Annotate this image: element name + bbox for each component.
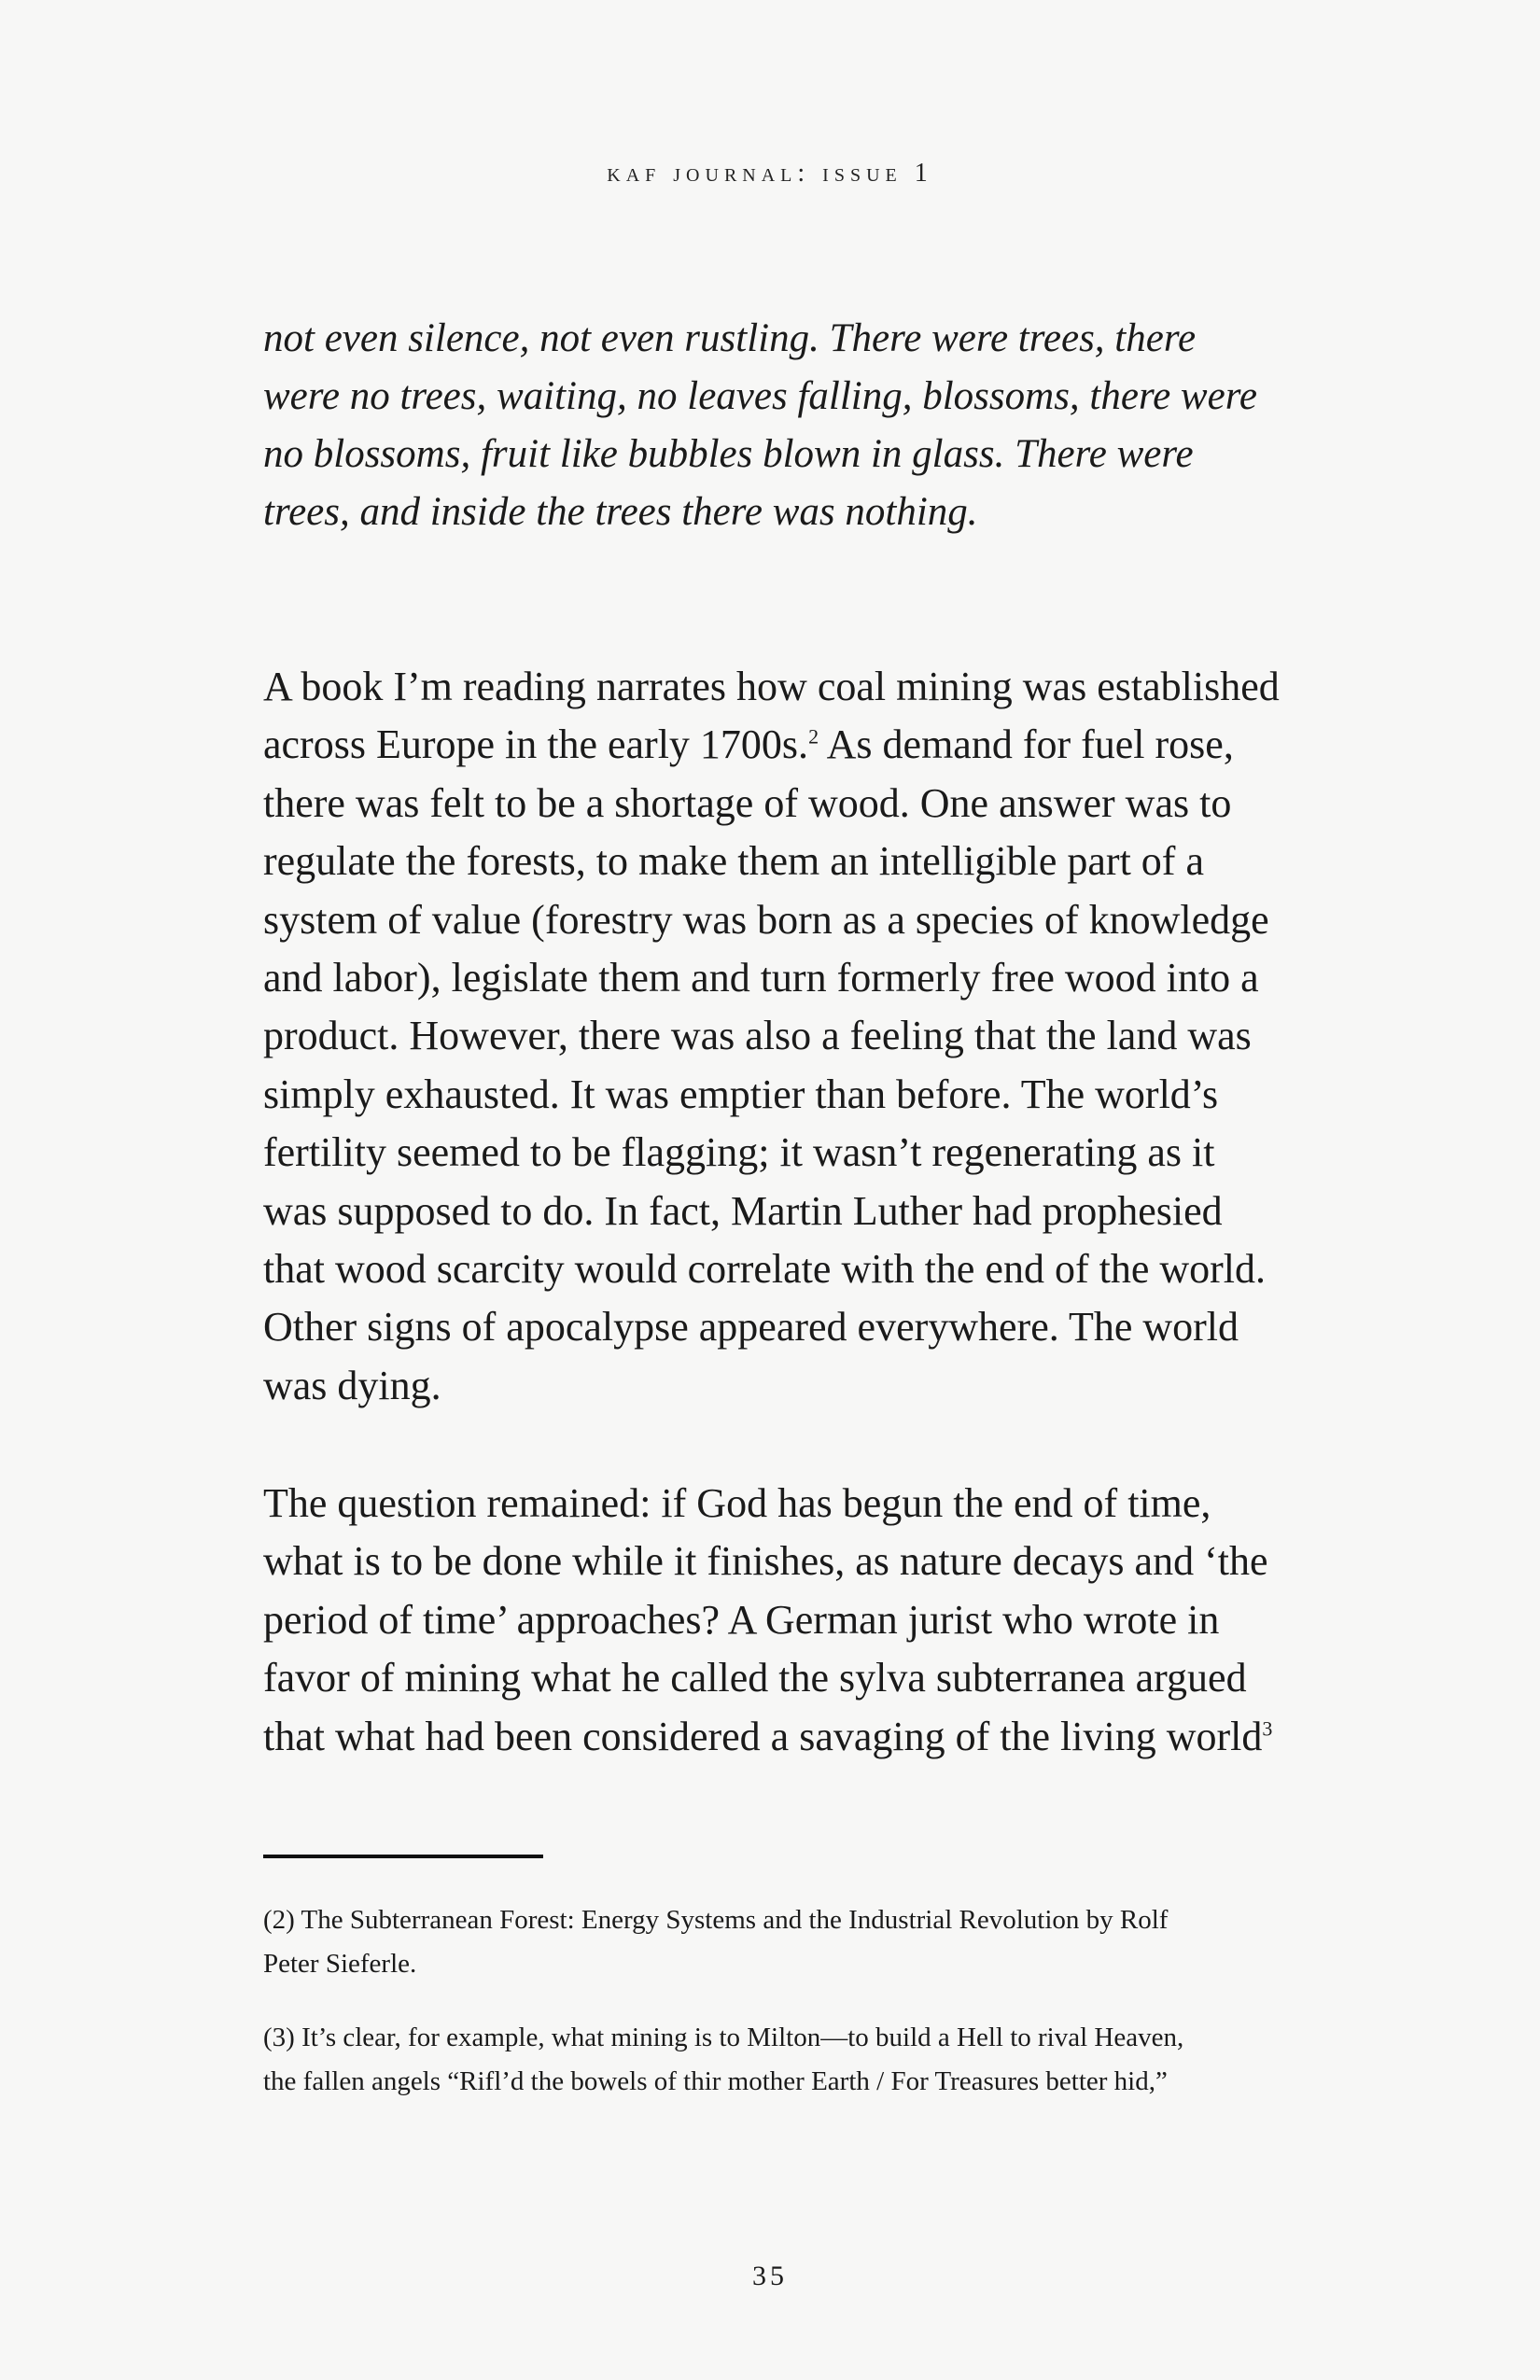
- footnote-ref-2[interactable]: 2: [808, 724, 819, 749]
- paragraph-line: was supposed to do. In fact, Martin Luther had prophesied: [263, 1187, 1223, 1234]
- epigraph-line: no blossoms, fruit like bubbles blown in glass. There were: [263, 432, 1194, 476]
- running-head: kaf journal: issue 1: [607, 159, 933, 188]
- paragraph-text: As demand for fuel rose,: [819, 721, 1234, 768]
- paragraph-line-with-note: [263, 1708, 1281, 1766]
- body-paragraph-1: [263, 658, 1281, 1415]
- paragraph-line: regulate the forests, to make them an intelligible part of a: [263, 838, 1204, 885]
- paragraph-line: Other signs of apocalypse appeared everywhere. The world: [263, 1304, 1239, 1351]
- paragraph-line: product. However, there was also a feeling that the land was: [263, 1013, 1252, 1059]
- paragraph-text: across Europe in the early 1700s.: [263, 721, 809, 768]
- paragraph-line: The question remained: if God has begun the end of time,: [263, 1480, 1211, 1526]
- page-number: 35: [752, 2261, 788, 2291]
- footnote-ref-3[interactable]: 3: [1262, 1715, 1273, 1740]
- footnote-line: (3) It’s clear, for example, what mining is to Milton—to build a Hell to rival Heaven,: [263, 2023, 1184, 2052]
- footnote-3: [263, 2016, 1290, 2104]
- paragraph-line: system of value (forestry was born as a species of knowledge: [263, 896, 1269, 943]
- body-paragraph-2: [263, 1475, 1281, 1766]
- epigraph-line: were no trees, waiting, no leaves falling, blossoms, there were: [263, 374, 1257, 418]
- paragraph-line: fertility seemed to be flagging; it wasn’t regenerating as it: [263, 1129, 1215, 1176]
- paragraph-line: there was felt to be a shortage of wood. One answer was to: [263, 779, 1232, 826]
- footnote-line: (2) The Subterranean Forest: Energy Systems and the Industrial Revolution by Rolf: [263, 1905, 1169, 1935]
- paragraph-line: period of time’ approaches? A German jurist who wrote in: [263, 1596, 1220, 1643]
- paragraph-line: favor of mining what he called the sylva subterranea argued: [263, 1655, 1247, 1701]
- paragraph-line: A book I’m reading narrates how coal mining was established: [263, 664, 1280, 709]
- paragraph-line: was dying.: [263, 1362, 441, 1408]
- paragraph-line: what is to be done while it finishes, as nature decays and ‘the: [263, 1538, 1268, 1585]
- footnote-line: Peter Sieferle.: [263, 1949, 417, 1979]
- paragraph-text: that what had been considered a savaging of the living world: [263, 1713, 1263, 1759]
- epigraph-quote: [263, 310, 1281, 541]
- footnote-2: [263, 1898, 1290, 1986]
- footnote-divider: [263, 1855, 543, 1858]
- paragraph-line: that wood scarcity would correlate with the end of the world.: [263, 1246, 1267, 1293]
- epigraph-line: trees, and inside the trees there was nothing.: [263, 490, 978, 534]
- paragraph-line: simply exhausted. It was emptier than before. The world’s: [263, 1071, 1219, 1117]
- paragraph-line-with-note: [263, 716, 1281, 774]
- paragraph-line: and labor), legislate them and turn formerly free wood into a: [263, 955, 1259, 1001]
- footnote-line: the fallen angels “Rifl’d the bowels of thir mother Earth / For Treasures better hid,”: [263, 2066, 1168, 2096]
- epigraph-line: not even silence, not even rustling. There were trees, there: [263, 316, 1197, 360]
